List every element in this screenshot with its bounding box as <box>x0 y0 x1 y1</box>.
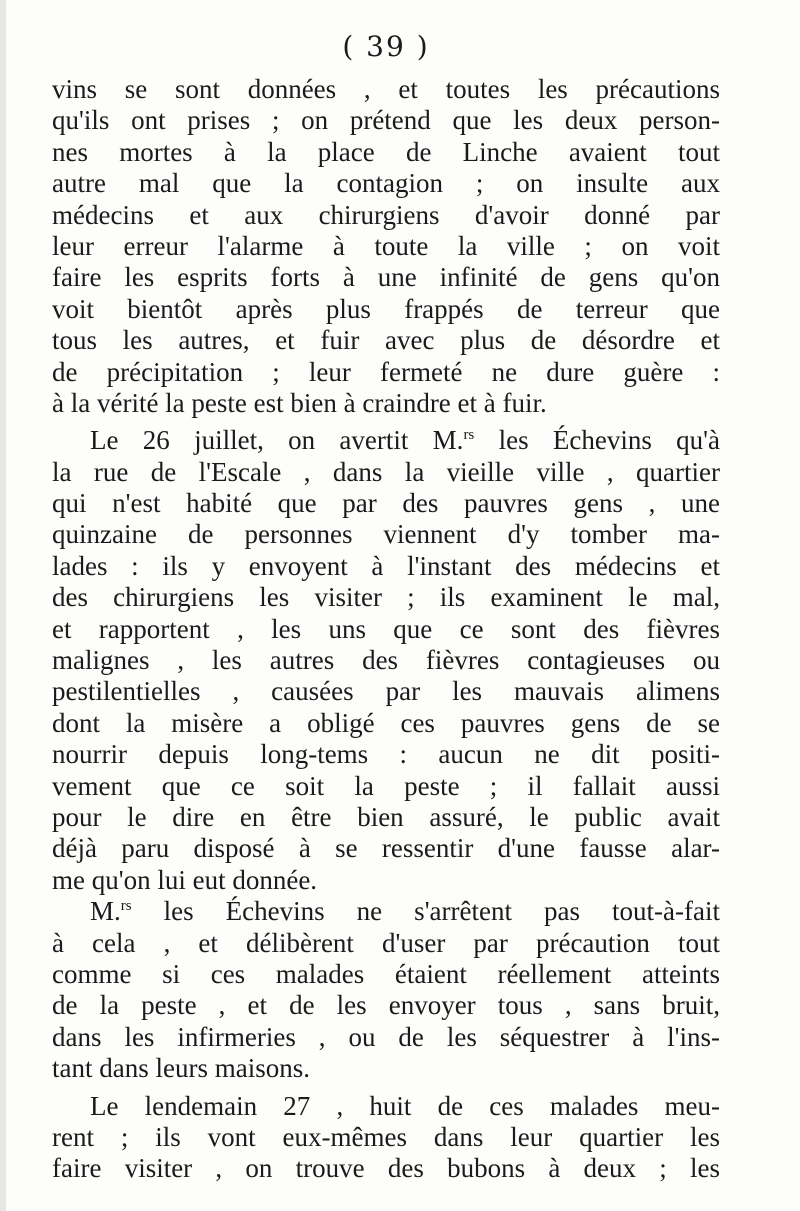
text-line: à cela , et délibèrent d'user par précaution tout <box>52 927 720 958</box>
text-line: leur erreur l'alarme à toute la ville ; on voit <box>52 230 720 261</box>
text-line: comme si ces malades étaient réellement atteints <box>52 958 720 989</box>
text-line: vins se sont données , et toutes les précautions <box>52 74 720 104</box>
paragraph-start-line: Le lendemain 27 , huit de ces malades meu- <box>90 1090 720 1121</box>
paragraph-end-line: me qu'on lui eut donnée. <box>52 864 318 895</box>
text-fragment: les Échevins qu'à <box>474 425 720 456</box>
text-fragment: Le 26 juillet, on avertit M. <box>90 425 464 456</box>
text-line: déjà paru disposé à se ressentir d'une fausse alar- <box>52 833 720 864</box>
text-line: de précipitation ; leur fermeté ne dure guère : <box>52 356 720 387</box>
text-line: rent ; ils vont eux-mêmes dans leur quartier les <box>52 1121 720 1152</box>
text-line: pestilentielles , causées par les mauvais alimens <box>52 676 720 707</box>
text-line: quinzaine de personnes viennent d'y tomber ma- <box>52 519 720 550</box>
text-line: qui n'est habité que par des pauvres gens , une <box>52 488 720 519</box>
text-line: faire visiter , on trouve des bubons à deux ; les <box>52 1153 720 1184</box>
text-line: malignes , les autres des fièvres contagieuses ou <box>52 645 720 676</box>
paragraph-start-line <box>52 425 720 456</box>
page-number: ( 39 ) <box>342 30 430 63</box>
paragraph-end-line: tant dans leurs maisons. <box>52 1053 310 1084</box>
text-line: lades : ils y envoyent à l'instant des médecins et <box>52 550 720 581</box>
text-line: des chirurgiens les visiter ; ils examinent le mal, <box>52 582 720 613</box>
text-line: dans les infirmeries , ou de les séquestrer à l'ins- <box>52 1021 720 1052</box>
text-line: qu'ils ont prises ; on prétend que les deux person- <box>52 105 720 136</box>
text-line: nourrir depuis long-tems : aucun ne dit positi- <box>52 739 720 770</box>
text-line: et rapportent , les uns que ce sont des fièvres <box>52 613 720 644</box>
text-line: de la peste , et de les envoyer tous , sans bruit, <box>52 990 720 1021</box>
superscript-rs: rs <box>463 427 475 444</box>
text-line: dont la misère a obligé ces pauvres gens de se <box>52 707 720 738</box>
body-text <box>52 74 720 1185</box>
text-line: nes mortes à la place de Linche avaient tout <box>52 136 720 167</box>
paragraph-start-line <box>52 896 720 927</box>
text-line: pour le dire en être bien assuré, le public avait <box>52 801 720 832</box>
superscript-rs: rs <box>120 898 132 915</box>
text-line: la rue de l'Escale , dans la vieille ville , quartier <box>52 456 720 487</box>
paragraph-end-line: à la vérité la peste est bien à craindre et à fuir. <box>52 387 547 418</box>
text-fragment: M. <box>90 896 121 927</box>
text-fragment: les Échevins ne s'arrêtent pas tout-à-fait <box>131 896 720 927</box>
text-line: autre mal que la contagion ; on insulte aux <box>52 168 720 199</box>
text-line: tous les autres, et fuir avec plus de désordre et <box>52 325 720 356</box>
text-line: médecins et aux chirurgiens d'avoir donné par <box>52 199 720 230</box>
text-line: voit bientôt après plus frappés de terreur que <box>52 293 720 324</box>
text-line: faire les esprits forts à une infinité de gens qu'on <box>52 262 720 293</box>
text-line: vement que ce soit la peste ; il fallait aussi <box>52 770 720 801</box>
